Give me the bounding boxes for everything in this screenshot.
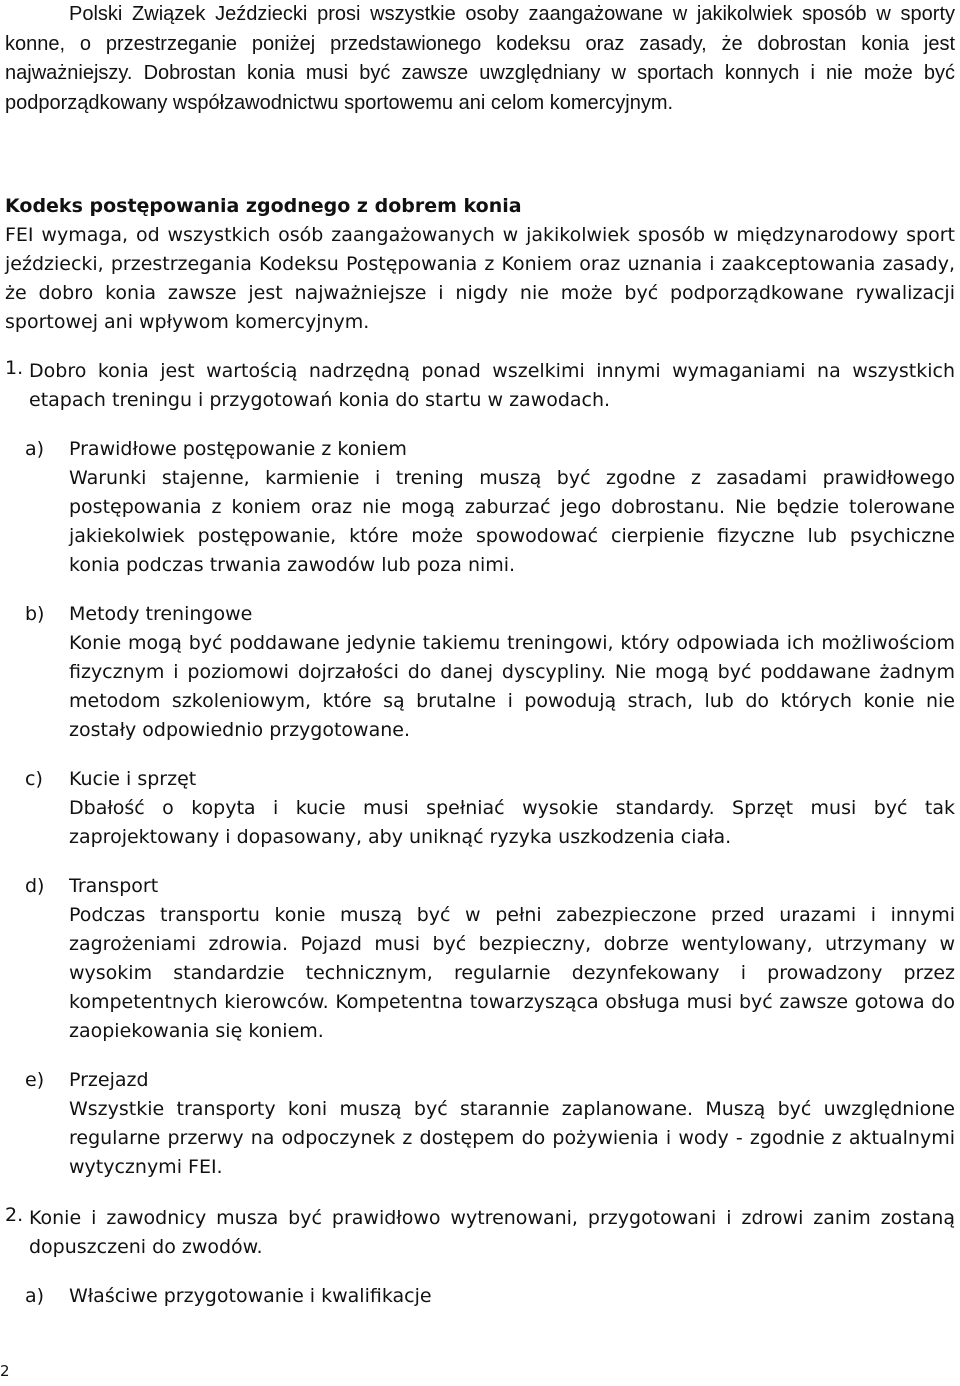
list-item-letter: a) [25,1285,45,1307]
point-number: 1. [5,357,24,379]
list-item-text: Dbałość o kopyta i kucie musi spełniać wysokie standardy. Sprzęt musi być tak zaprojektowany i dopasowany, aby uniknąć ryzyka uszkodzenia ciała. [69,797,955,848]
point-text: Dobro konia jest wartością nadrzędną ponad wszelkimi innymi wymaganiami na wszystkich etapach treningu i przygotowań konia do startu w zawodach. [29,360,955,411]
point-2 [5,1204,955,1262]
section-intro-paragraph: FEI wymaga, od wszystkich osób zaangażowanych w jakikolwiek sposób w międzynarodowy sport jeździecki, przestrzegania Kodeksu Postępowania z Koniem oraz uznania i zaakceptowania zasady, że dobro konia zawsze jest najważniejsze i nigdy nie może być podporządkowane rywalizacji sportowej ani wpływom komercyjnym. [5,224,955,333]
list-item-c [25,765,955,852]
page-number: 2 [0,1362,10,1380]
list-item-e [25,1066,955,1182]
list-item-title: Przejazd [69,1069,149,1091]
list-item-title: Kucie i sprzęt [69,768,197,790]
point-text: Konie i zawodnicy musza być prawidłowo wytrenowani, przygotowani i zdrowi zanim zostaną dopuszczeni do zwodów. [29,1207,955,1258]
list-item-letter: c) [25,768,43,790]
list-item-letter: b) [25,603,45,625]
list-item-a-point-2 [25,1282,955,1311]
list-item-b [25,600,955,745]
list-item-title: Metody treningowe [69,603,253,625]
list-item-d [25,872,955,1046]
list-item-text: Podczas transportu konie muszą być w pełni zabezpieczone przed urazami i innymi zagrożeniami zdrowia. Pojazd musi być bezpieczny, dobrze wentylowany, utrzymany w wysokim standardzie technicznym, regularnie dezynfekowany i prowadzony przez kompetentnych kierowców. Kompetentna towarzysząca obsługa musi być zawsze gotowa do zaopiekowania się koniem. [69,904,955,1042]
document-page [5,0,955,1311]
point-number: 2. [5,1204,24,1226]
list-item-text: Wszystkie transporty koni muszą być starannie zaplanowane. Muszą być uwzględnione regularne przerwy na odpoczynek z dostępem do pożywienia i wody - zgodnie z aktualnymi wytycznymi FEI. [69,1098,955,1178]
list-item-text: Konie mogą być poddawane jedynie takiemu treningowi, który odpowiada ich możliwościom fizycznym i poziomowi dojrzałości do danej dyscypliny. Nie mogą być poddawane żadnym metodom szkoleniowym, które są brutalne i powodują strach, lub do których konie nie zostały odpowiednio przygotowane. [69,632,955,741]
list-item-title: Właściwe przygotowanie i kwalifikacje [69,1285,432,1307]
intro-paragraph: Polski Związek Jeździecki prosi wszystkie osoby zaangażowane w jakikolwiek sposób w sporty konne, o przestrzeganie poniżej przedstawionego kodeksu oraz zasady, że dobrostan konia jest najważniejszy. Dobrostan konia musi być zawsze uwzględniany w sportach konnych i nie może być podporządkowany współzawodnictwu sportowemu ani celom komercyjnym. [5,3,955,114]
section-title: Kodeks postępowania zgodnego z dobrem konia [5,195,522,217]
list-item-letter: e) [25,1069,45,1091]
point-1 [5,357,955,415]
list-item-text: Warunki stajenne, karmienie i trening muszą być zgodne z zasadami prawidłowego postępowania z koniem oraz nie mogą zaburzać jego dobrostanu. Nie będzie tolerowane jakiekolwiek postępowanie, które może spowodować cierpienie fizyczne lub psychiczne konia podczas trwania zawodów lub poza nimi. [69,467,955,576]
list-item-title: Transport [69,875,159,897]
list-item-a [25,435,955,580]
list-item-letter: d) [25,875,45,897]
list-item-title: Prawidłowe postępowanie z koniem [69,438,407,460]
list-item-letter: a) [25,438,45,460]
